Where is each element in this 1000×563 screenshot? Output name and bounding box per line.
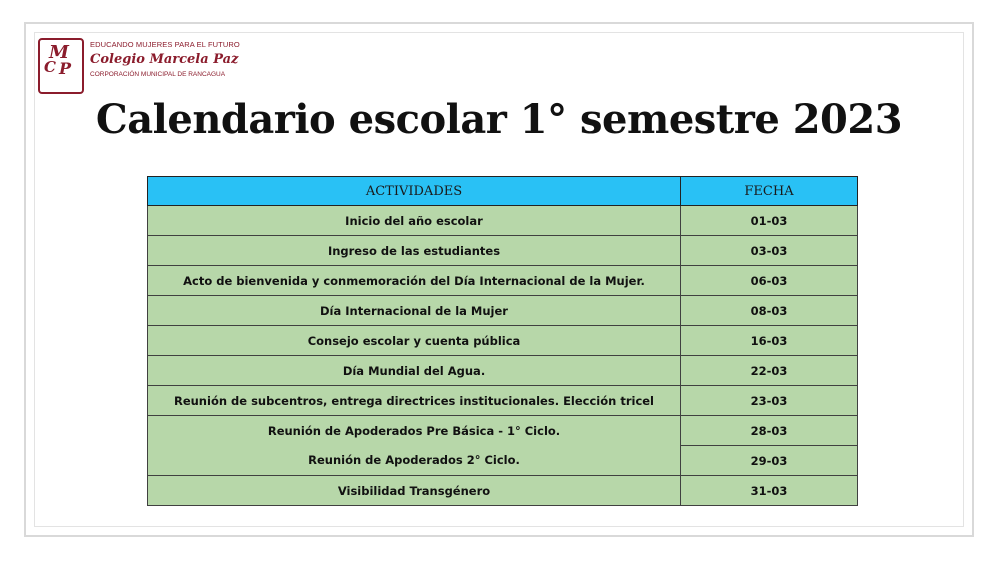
table-row [148, 266, 858, 296]
table-row [148, 476, 858, 506]
calendar-table [147, 176, 858, 506]
slide-frame [24, 22, 974, 537]
activity-cell: Acto de bienvenida y conmemoración del Día Internacional de la Mujer. [148, 266, 681, 296]
table-row [148, 296, 858, 326]
logo-text [90, 40, 240, 78]
school-crest-icon: M C P [38, 38, 84, 94]
date-cell: 08-03 [681, 296, 858, 326]
activity-cell: Día Mundial del Agua. [148, 356, 681, 386]
date-cell: 06-03 [681, 266, 858, 296]
page-title: Calendario escolar 1° semestre 2023 [95, 96, 903, 143]
activity-cell: Reunión de subcentros, entrega directrices institucionales. Elección tricel [148, 386, 681, 416]
date-cell: 03-03 [681, 236, 858, 266]
date-cell: 23-03 [681, 386, 858, 416]
table-row [148, 356, 858, 386]
activity-cell: Visibilidad Transgénero [148, 476, 681, 506]
date-cell: 31-03 [681, 476, 858, 506]
table-row [148, 236, 858, 266]
activity-cell: Reunión de Apoderados Pre Básica - 1° Ciclo. [267, 423, 561, 438]
table-header-row [148, 177, 858, 206]
table-row [148, 326, 858, 356]
logo-subtitle: CORPORACIÓN MUNICIPAL DE RANCAGUA [90, 71, 226, 78]
date-cell: 16-03 [681, 326, 858, 356]
date-cell: 28-03 [681, 416, 858, 446]
header-activities: ACTIVIDADES [148, 177, 681, 206]
activity-cell: Ingreso de las estudiantes [148, 236, 681, 266]
activity-cell-group [148, 416, 681, 476]
table-row [148, 416, 858, 446]
school-logo [38, 36, 240, 96]
activity-cell: Consejo escolar y cuenta pública [148, 326, 681, 356]
logo-tagline: EDUCANDO MUJERES PARA EL FUTURO [90, 40, 240, 49]
date-cell: 01-03 [681, 206, 858, 236]
table-row [148, 206, 858, 236]
activity-cell: Día Internacional de la Mujer [148, 296, 681, 326]
date-cell: 29-03 [681, 446, 858, 476]
logo-school-name: Colegio Marcela Paz [90, 52, 239, 67]
date-cell: 22-03 [681, 356, 858, 386]
activity-cell: Reunión de Apoderados 2° Ciclo. [308, 452, 520, 467]
table-row [148, 386, 858, 416]
header-date: FECHA [681, 177, 858, 206]
activity-cell: Inicio del año escolar [148, 206, 681, 236]
